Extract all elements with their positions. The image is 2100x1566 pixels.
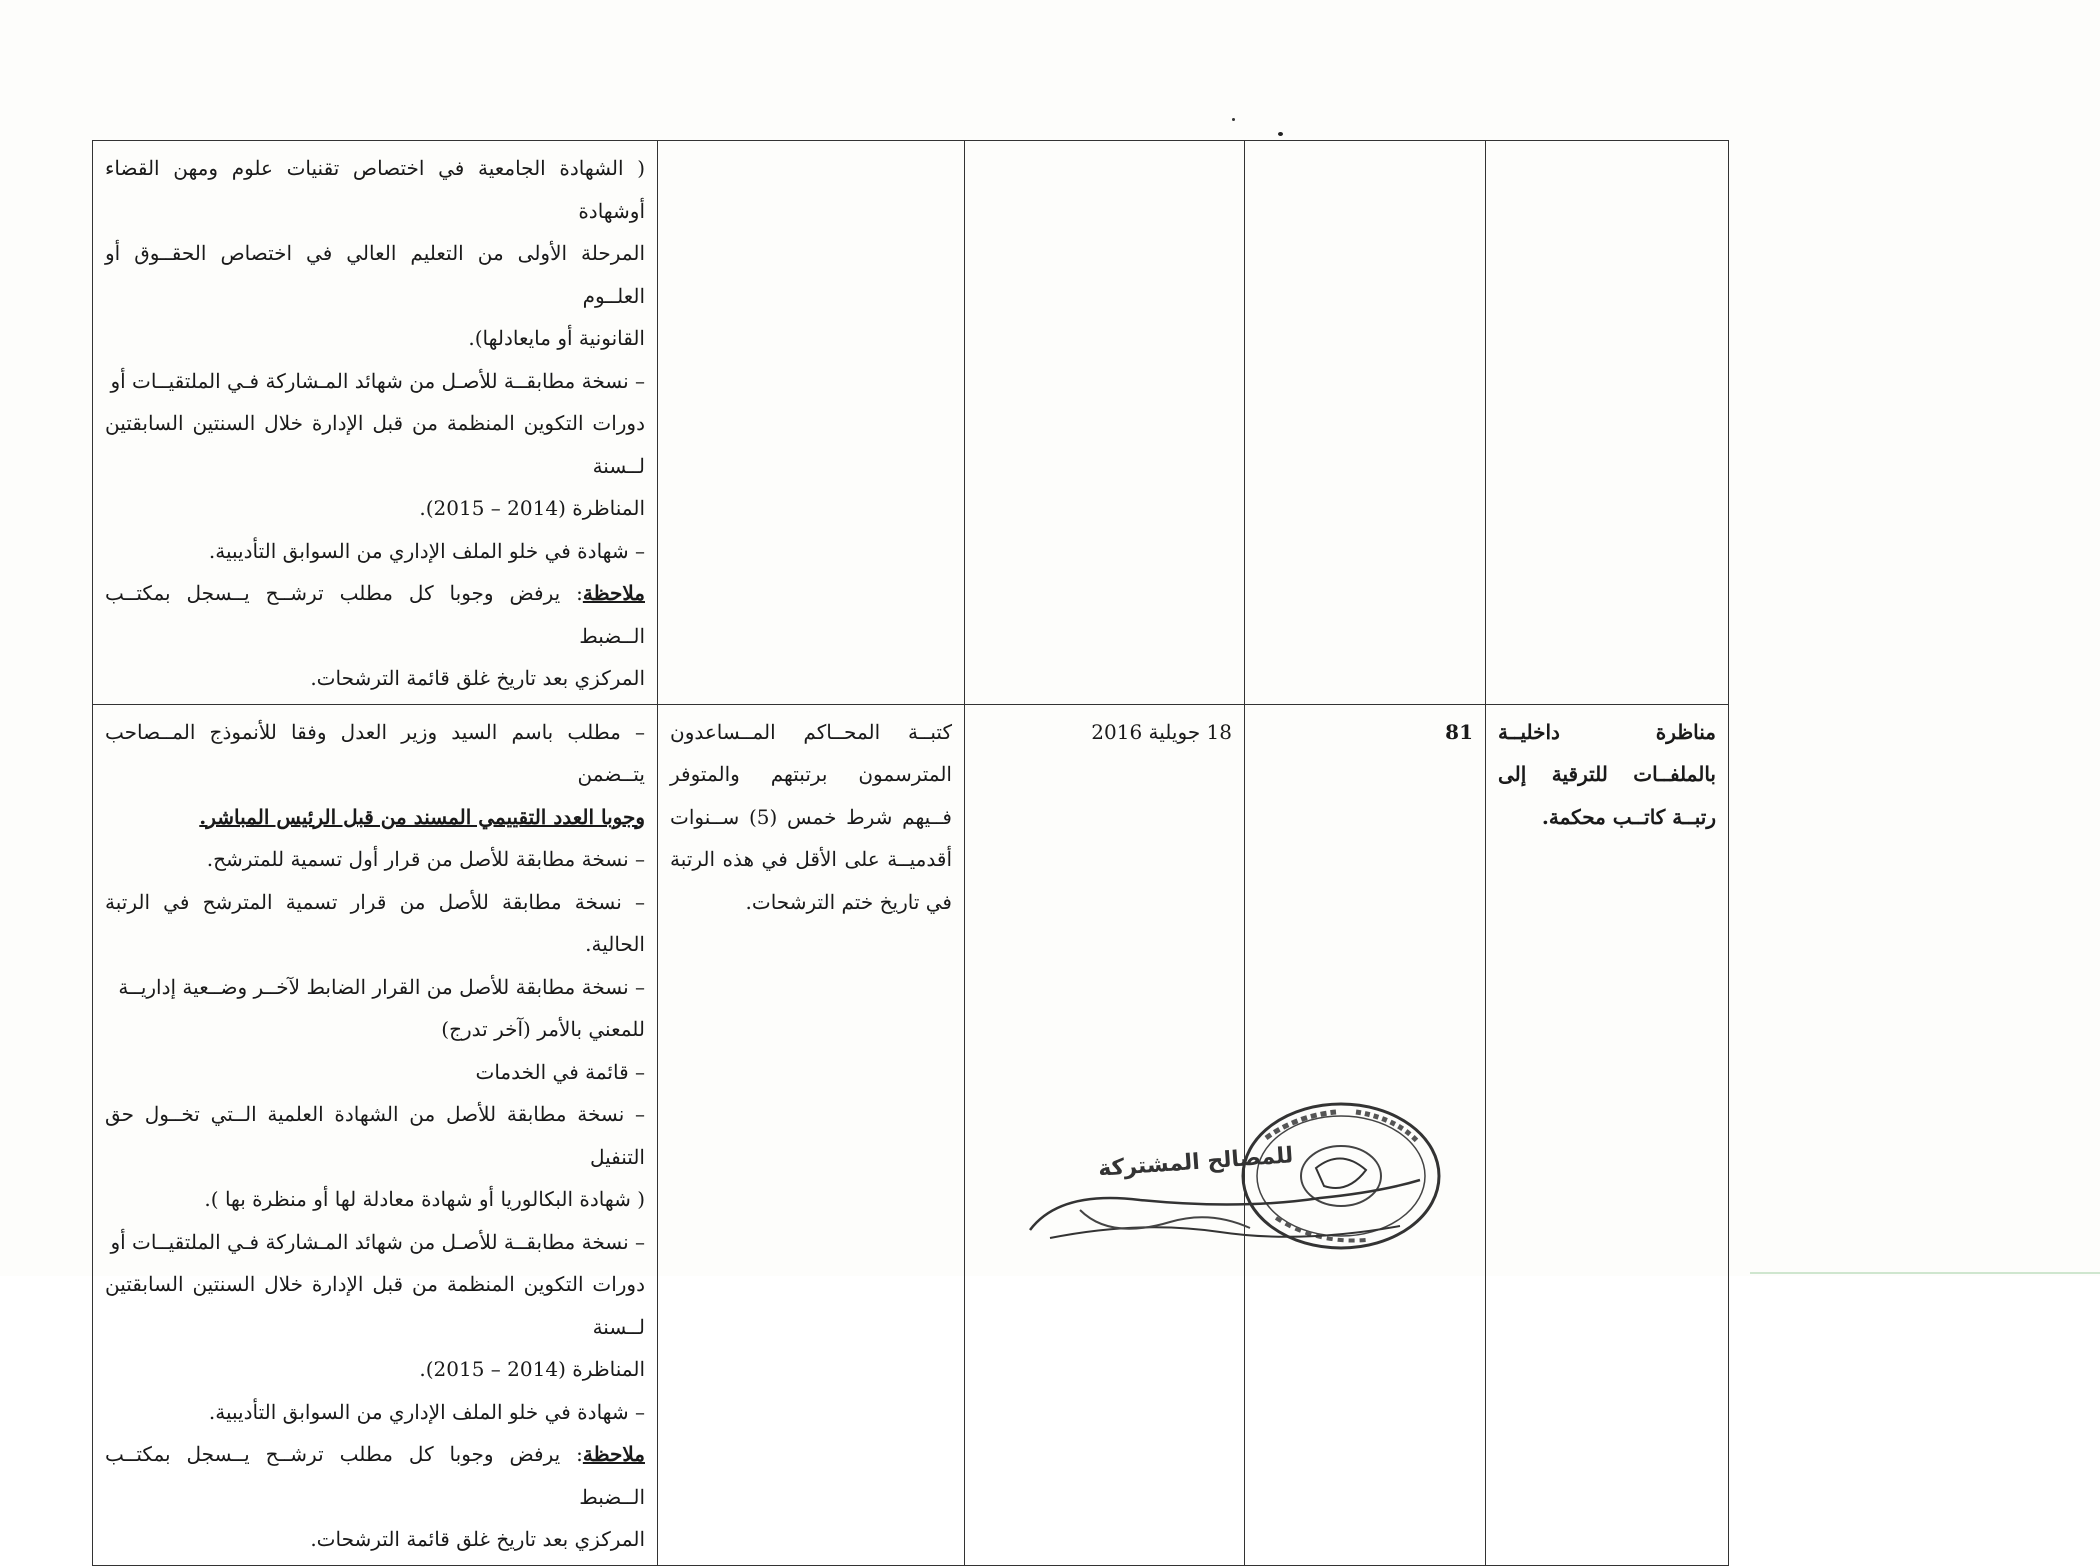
doc-line: – نسخة مطابقة للأصل من القرار الضابط لآخــر وضــعية إداريــة (118, 974, 645, 999)
doc-note-line: ملاحظة: يرفض وجوبا كل مطلب ترشــح يــسجل بمكتــب الــضبط (105, 581, 645, 648)
signature-icon (1020, 1170, 1440, 1250)
stamp-label: للمصالح المشتركة (1097, 1143, 1295, 1182)
doc-line: دورات التكوين المنظمة من قبل الإدارة خلال السنتين السابقتين لــسنة (105, 411, 645, 478)
cell-conditions (658, 141, 965, 705)
cell-documents (93, 141, 658, 705)
cell-title (1486, 141, 1729, 705)
doc-line: – مطلب باسم السيد وزير العدل وفقا للأنموذج المــصاحب يتــضمن (105, 719, 645, 786)
cell-posts: 81 (1245, 704, 1486, 1565)
doc-line: – نسخة مطابقة للأصل من قرار تسمية المترشح في الرتبة الحالية. (105, 889, 645, 956)
speck (1278, 132, 1283, 136)
doc-line: المركزي بعد تاريخ غلق قائمة الترشحات. (310, 1527, 645, 1551)
cell-posts (1245, 141, 1486, 705)
competition-table (92, 140, 1729, 1566)
cell-title: مناظرة داخليــة بالملفــات للترقية إلى رتبــة كاتــب محكمة. (1486, 704, 1729, 1565)
doc-line: المناظرة (2014 – 2015). (419, 1357, 645, 1381)
doc-note-line: ملاحظة: يرفض وجوبا كل مطلب ترشــح يــسجل بمكتــب الــضبط (105, 1442, 645, 1509)
doc-line: – شهادة في خلو الملف الإداري من السوابق التأديبية. (208, 1399, 645, 1424)
doc-line: ( شهادة البكالوريا أو شهادة معادلة لها أو منظرة بها ). (204, 1187, 645, 1211)
doc-line: للمعني بالأمر (آخر تدرج) (441, 1017, 645, 1041)
doc-line: المرحلة الأولى من التعليم العالي في اختصاص الحقــوق أو العلــوم (105, 241, 645, 308)
doc-line: ( الشهادة الجامعية في اختصاص تقنيات علوم ومهن القضاء أوشهادة (105, 156, 645, 223)
doc-line: المناظرة (2014 – 2015). (419, 496, 645, 520)
doc-line: القانونية أو مايعادلها). (468, 326, 645, 350)
doc-line: – نسخة مطابقــة للأصـل من شهائد المـشاركة فـي الملتقيــات أو (110, 1229, 645, 1254)
cell-date: 18 جويلية 2016 (965, 704, 1245, 1565)
doc-line-emphasis: وجوبا العدد التقييمي المسند من قبل الرئيس المباشر. (199, 804, 645, 829)
table-row (93, 141, 1729, 705)
cell-date (965, 141, 1245, 705)
table-row (93, 704, 1729, 1565)
note-label: ملاحظة (582, 1442, 645, 1466)
doc-line: المركزي بعد تاريخ غلق قائمة الترشحات. (310, 666, 645, 690)
edge-mark (1750, 1272, 2100, 1274)
speck (1232, 118, 1235, 121)
doc-line: – نسخة مطابقة للأصل من قرار أول تسمية للمترشح. (206, 847, 645, 871)
doc-line: – شهادة في خلو الملف الإداري من السوابق التأديبية. (208, 538, 645, 563)
cell-conditions: كتبــة المحــاكم المــساعدون المترسمون برتبتهم والمتوفر فــيهم شرط خمس (5) ســنوات أقدميــة على الأقل في هذه الرتبة في تاريخ ختم الترشحات. (658, 704, 965, 1565)
doc-line: – نسخة مطابقــة للأصـل من شهائد المـشاركة فـي الملتقيــات أو (110, 368, 645, 393)
note-label: ملاحظة (582, 581, 645, 605)
doc-line: – نسخة مطابقة للأصل من الشهادة العلمية الــتي تخــول حق التنفيل (105, 1102, 645, 1169)
doc-line: – قائمة في الخدمات (475, 1059, 645, 1084)
doc-line: دورات التكوين المنظمة من قبل الإدارة خلال السنتين السابقتين لــسنة (105, 1272, 645, 1339)
cell-documents (93, 704, 658, 1565)
